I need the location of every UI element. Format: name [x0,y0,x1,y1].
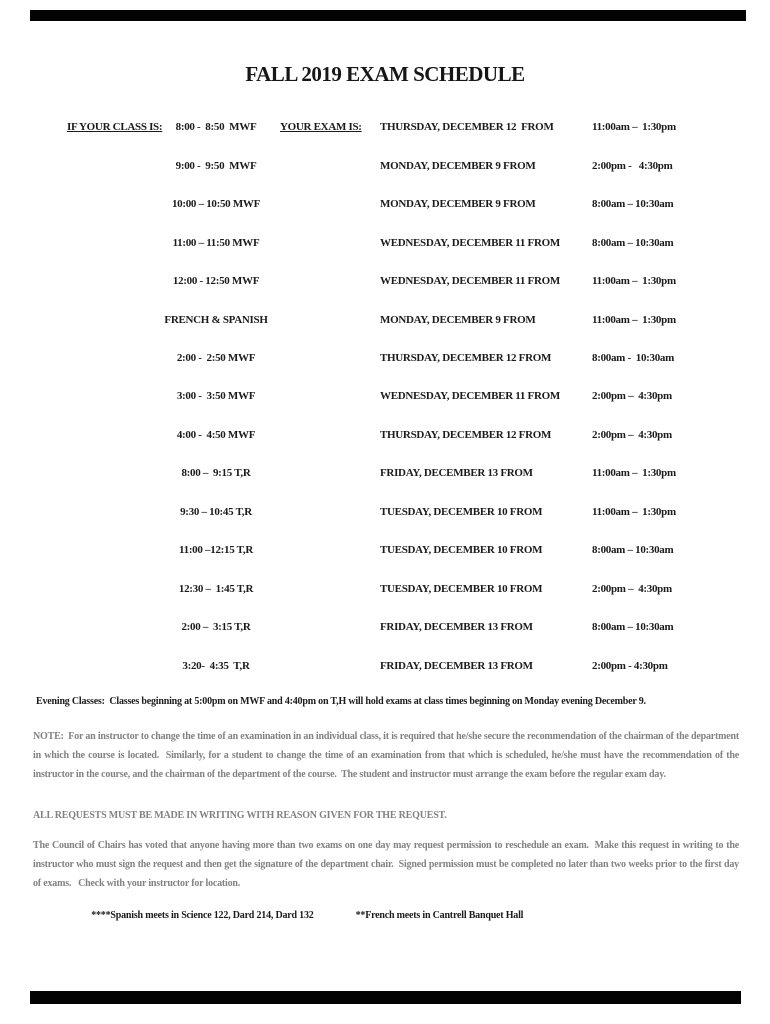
class-time-cell: 12:00 - 12:50 MWF [172,275,260,287]
exam-day-cell: TUESDAY, DECEMBER 10 FROM [380,544,543,556]
table-row [0,237,770,255]
class-time-cell: 11:00 –12:15 T,R [179,544,253,556]
exam-day-cell: MONDAY, DECEMBER 9 FROM [380,160,536,172]
council-of-chairs-paragraph: The Council of Chairs has voted that anyone having more than two exams on one day may request permission to reschedule an exam. Make this request in writing to the instructor who must sign the request and then get the signature of the department chair. Signed permission must be completed no later than two weeks prior to the first day of exams. Check with your instructor for location. [33,840,742,889]
table-row [0,660,770,678]
exam-time-cell: 11:00am – 1:30pm [592,506,676,518]
exam-day-cell: FRIDAY, DECEMBER 13 FROM [380,621,533,633]
exam-time-cell: 8:00am – 10:30am [592,198,674,210]
class-time-cell: 10:00 – 10:50 MWF [171,198,261,210]
exam-time-cell: 11:00am – 1:30pm [592,275,676,287]
table-row [0,429,770,447]
exam-time-cell: 11:00am – 1:30pm [592,467,676,479]
exam-time-cell: 2:00pm – 4:30pm [592,429,672,441]
class-time-cell: 9:30 – 10:45 T,R [180,506,252,518]
page-title: FALL 2019 EXAM SCHEDULE [245,62,525,86]
exam-day-cell: TUESDAY, DECEMBER 10 FROM [380,506,543,518]
exam-day-cell: WEDNESDAY, DECEMBER 11 FROM [380,237,560,249]
exam-time-cell: 8:00am – 10:30am [592,544,674,556]
exam-day-cell: MONDAY, DECEMBER 9 FROM [380,314,536,326]
exam-time-cell: 2:00pm – 4:30pm [592,583,672,595]
scan-artifact-bar-top [30,10,746,21]
table-row [0,621,770,639]
exam-time-cell: 2:00pm - 4:30pm [592,160,673,172]
class-time-cell: 4:00 - 4:50 MWF [176,429,256,441]
table-row [0,506,770,524]
table-row [0,467,770,485]
class-time-cell: 2:00 – 3:15 T,R [181,621,251,633]
class-time-cell: 3:20- 4:35 T,R [182,660,250,672]
exam-day-cell: WEDNESDAY, DECEMBER 11 FROM [380,275,560,287]
exam-time-cell: 11:00am – 1:30pm [592,314,676,326]
exam-day-cell: FRIDAY, DECEMBER 13 FROM [380,660,533,672]
class-time-cell: 8:00 – 9:15 T,R [181,467,251,479]
table-row [0,198,770,216]
exam-time-cell: 8:00am – 10:30am [592,237,674,249]
exam-day-cell: TUESDAY, DECEMBER 10 FROM [380,583,543,595]
class-time-cell: 8:00 - 8:50 MWF [175,121,257,133]
exam-day-cell: THURSDAY, DECEMBER 12 FROM [380,429,552,441]
column-header-exam: YOUR EXAM IS: [280,121,362,133]
exam-day-cell: WEDNESDAY, DECEMBER 11 FROM [380,390,560,402]
french-location-note: **French meets in Cantrell Banquet Hall [355,910,524,921]
column-header-class: IF YOUR CLASS IS: [67,121,163,133]
table-row [0,121,770,139]
exam-time-cell: 8:00am - 10:30am [592,352,674,364]
exam-time-cell: 11:00am – 1:30pm [592,121,676,133]
class-time-cell: 3:00 - 3:50 MWF [176,390,256,402]
exam-day-cell: THURSDAY, DECEMBER 12 FROM [380,121,554,133]
exam-time-cell: 2:00pm - 4:30pm [592,660,668,672]
table-row [0,275,770,293]
class-time-cell: 12:30 – 1:45 T,R [178,583,254,595]
meeting-locations-line [82,899,523,932]
exam-time-cell: 2:00pm – 4:30pm [592,390,672,402]
scan-artifact-bar-bottom [30,991,741,1004]
exam-day-cell: FRIDAY, DECEMBER 13 FROM [380,467,533,479]
exam-time-cell: 8:00am – 10:30am [592,621,674,633]
class-time-cell: 11:00 – 11:50 MWF [172,237,260,249]
exam-day-cell: THURSDAY, DECEMBER 12 FROM [380,352,552,364]
note-paragraph: NOTE: For an instructor to change the time of an examination in an individual class, it is required that he/she secure the recommendation of the chairman of the department in which the course is located. Similarly, for a student to change the time of an examination from that which is scheduled, he/she must have the recommendation of the instructor in the course, and the chairman of the department of the course. The student and instructor must arrange the exam before the regular exam day. [33,731,742,780]
class-time-cell: FRENCH & SPANISH [164,314,268,326]
evening-classes-note: Evening Classes: Classes beginning at 5:00pm on MWF and 4:40pm on T,H will hold exams at class times beginning on Monday evening December 9. [36,696,646,707]
class-time-cell: 9:00 - 9:50 MWF [175,160,257,172]
table-row [0,314,770,332]
all-requests-line: ALL REQUESTS MUST BE MADE IN WRITING WITH REASON GIVEN FOR THE REQUEST. [33,810,447,821]
table-row [0,390,770,408]
exam-day-cell: MONDAY, DECEMBER 9 FROM [380,198,536,210]
table-row [0,160,770,178]
table-row [0,544,770,562]
table-row [0,583,770,601]
table-row [0,352,770,370]
class-time-cell: 2:00 - 2:50 MWF [176,352,256,364]
spanish-location-note: ****Spanish meets in Science 122, Dard 214, Dard 132 [91,910,314,921]
